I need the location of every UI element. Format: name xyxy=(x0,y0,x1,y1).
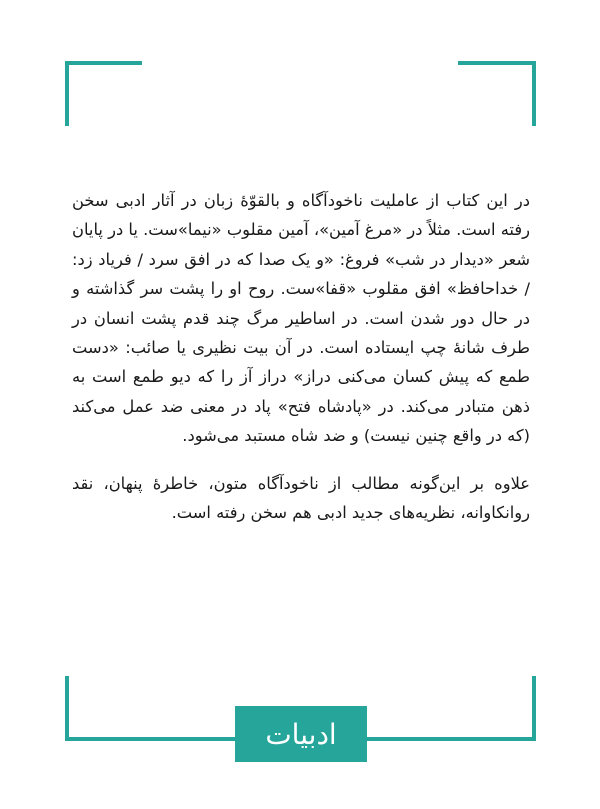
paragraph-2: علاوه بر این‌گونه مطالب از ناخودآگاه متون، خاطرهٔ پنهان، نقد روانکاوانه، نظریه‌های جدید ادبی هم سخن رفته است. xyxy=(72,473,530,523)
section-label-badge: ادبیات xyxy=(235,706,367,762)
frame-corner-top-right xyxy=(532,61,536,126)
frame-corner-bottom-right xyxy=(532,676,536,741)
frame-corner-top-right xyxy=(458,61,536,65)
body-text xyxy=(72,186,530,527)
paragraph-1: در این کتاب از عاملیت ناخودآگاه و بالقوّهٔ زبان در آثار ادبی سخن رفته است. مثلاً در «مرغ آمین»، آمین مقلوب «نیما»ست. یا در پایان شعر «دیدار در شب» فروغ: «و یک صدا که در افق سرد / فریاد زد: / خداحافظ» افق مقلوب «قفا»ست. روح او را پشت سر گذاشته و در حال دور شدن است. در اساطیر مرگ چند قدم پشت انسان در طرف شانهٔ چپ ایستاده است. در آن بیت نظیری یا صائب: «دست طمع که پیش کسان می‌کنی دراز» دراز آز را که دیو طمع است به ذهن متبادر می‌کند. در «پادشاه فتح» پاد در معنی ضد عمل می‌کند (که در واقع چنین نیست) و ضد شاه مستبد می‌شود. xyxy=(72,191,530,446)
frame-line-bottom-right xyxy=(367,737,536,741)
frame-corner-top-left xyxy=(65,61,69,126)
frame-line-bottom-left xyxy=(65,737,235,741)
frame-corner-top-left xyxy=(65,61,142,65)
frame-corner-bottom-left xyxy=(65,676,69,741)
